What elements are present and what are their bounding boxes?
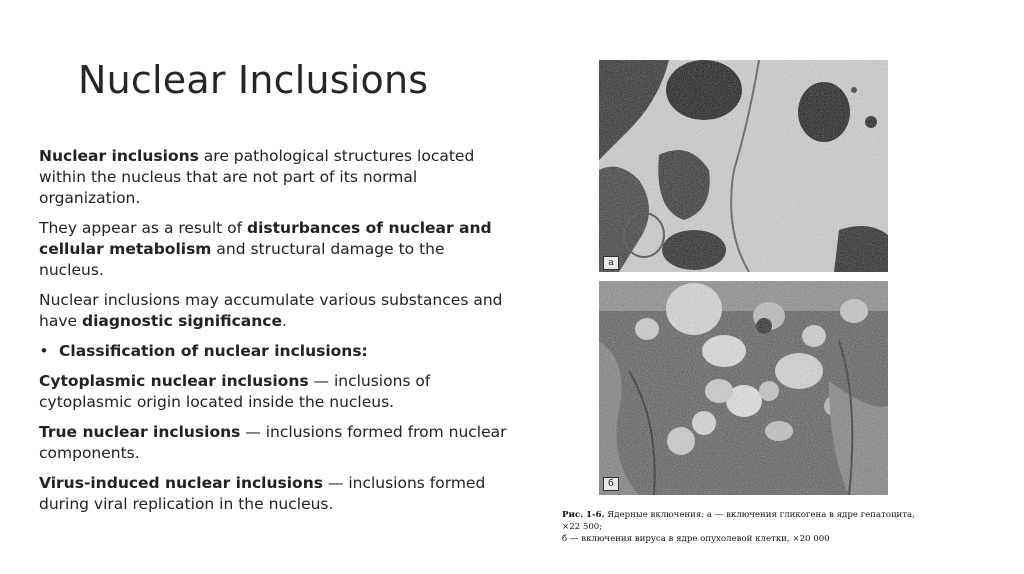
class-true-term: True nuclear inclusions — [39, 423, 241, 441]
paragraph-definition — [39, 146, 509, 209]
origin-text-pre: They appear as a result of — [39, 219, 248, 237]
panel-b-label: б — [603, 477, 619, 491]
class-true-desc: — inclusions formed from nuclear components. — [39, 423, 507, 462]
origin-bold: disturbances of nuclear and cellular metabolism — [39, 219, 492, 258]
term-nuclear-inclusions: Nuclear inclusions — [39, 147, 199, 165]
paragraph-origin — [39, 218, 509, 281]
bullet-label: Classification of nuclear inclusions: — [59, 342, 368, 360]
significance-text-pre: Nuclear inclusions may accumulate various substances and have — [39, 291, 503, 330]
significance-text-post: . — [282, 312, 287, 330]
micrograph-panel-a — [599, 60, 888, 272]
paragraph-significance — [39, 290, 509, 332]
caption-figure-number: Рис. 1-6. — [562, 510, 605, 520]
bullet-classification — [39, 341, 509, 362]
class-virus-desc: — inclusions formed during viral replication in the nucleus. — [39, 474, 486, 513]
origin-text-post: and structural damage to the nucleus. — [39, 240, 445, 279]
significance-bold: diagnostic significance — [81, 312, 283, 330]
class-cytoplasmic-term: Cytoplasmic nuclear inclusions — [39, 372, 309, 390]
caption-line-1-text: Ядерные включения: а — включения гликогена в ядре гепатоцита, ×22 500; — [562, 510, 915, 532]
definition-text: are pathological structures located within the nucleus that are not part of its normal organization. — [39, 147, 475, 207]
class-cytoplasmic — [39, 371, 509, 413]
caption-line-1 — [562, 509, 932, 533]
panel-a-label: a — [603, 256, 619, 270]
class-true — [39, 422, 509, 464]
caption-line-2: б — включения вируса в ядре опухолевой клетки, ×20 000 — [562, 534, 830, 544]
micrograph-panel-b — [599, 281, 888, 495]
bullet-dot: • — [39, 342, 49, 360]
class-virus-term: Virus-induced nuclear inclusions — [39, 474, 323, 492]
figure-caption — [562, 509, 932, 545]
slide-title: Nuclear Inclusions — [78, 58, 429, 102]
body-text — [39, 146, 509, 524]
class-virus — [39, 473, 509, 515]
class-cytoplasmic-desc: — inclusions of cytoplasmic origin located inside the nucleus. — [39, 372, 431, 411]
